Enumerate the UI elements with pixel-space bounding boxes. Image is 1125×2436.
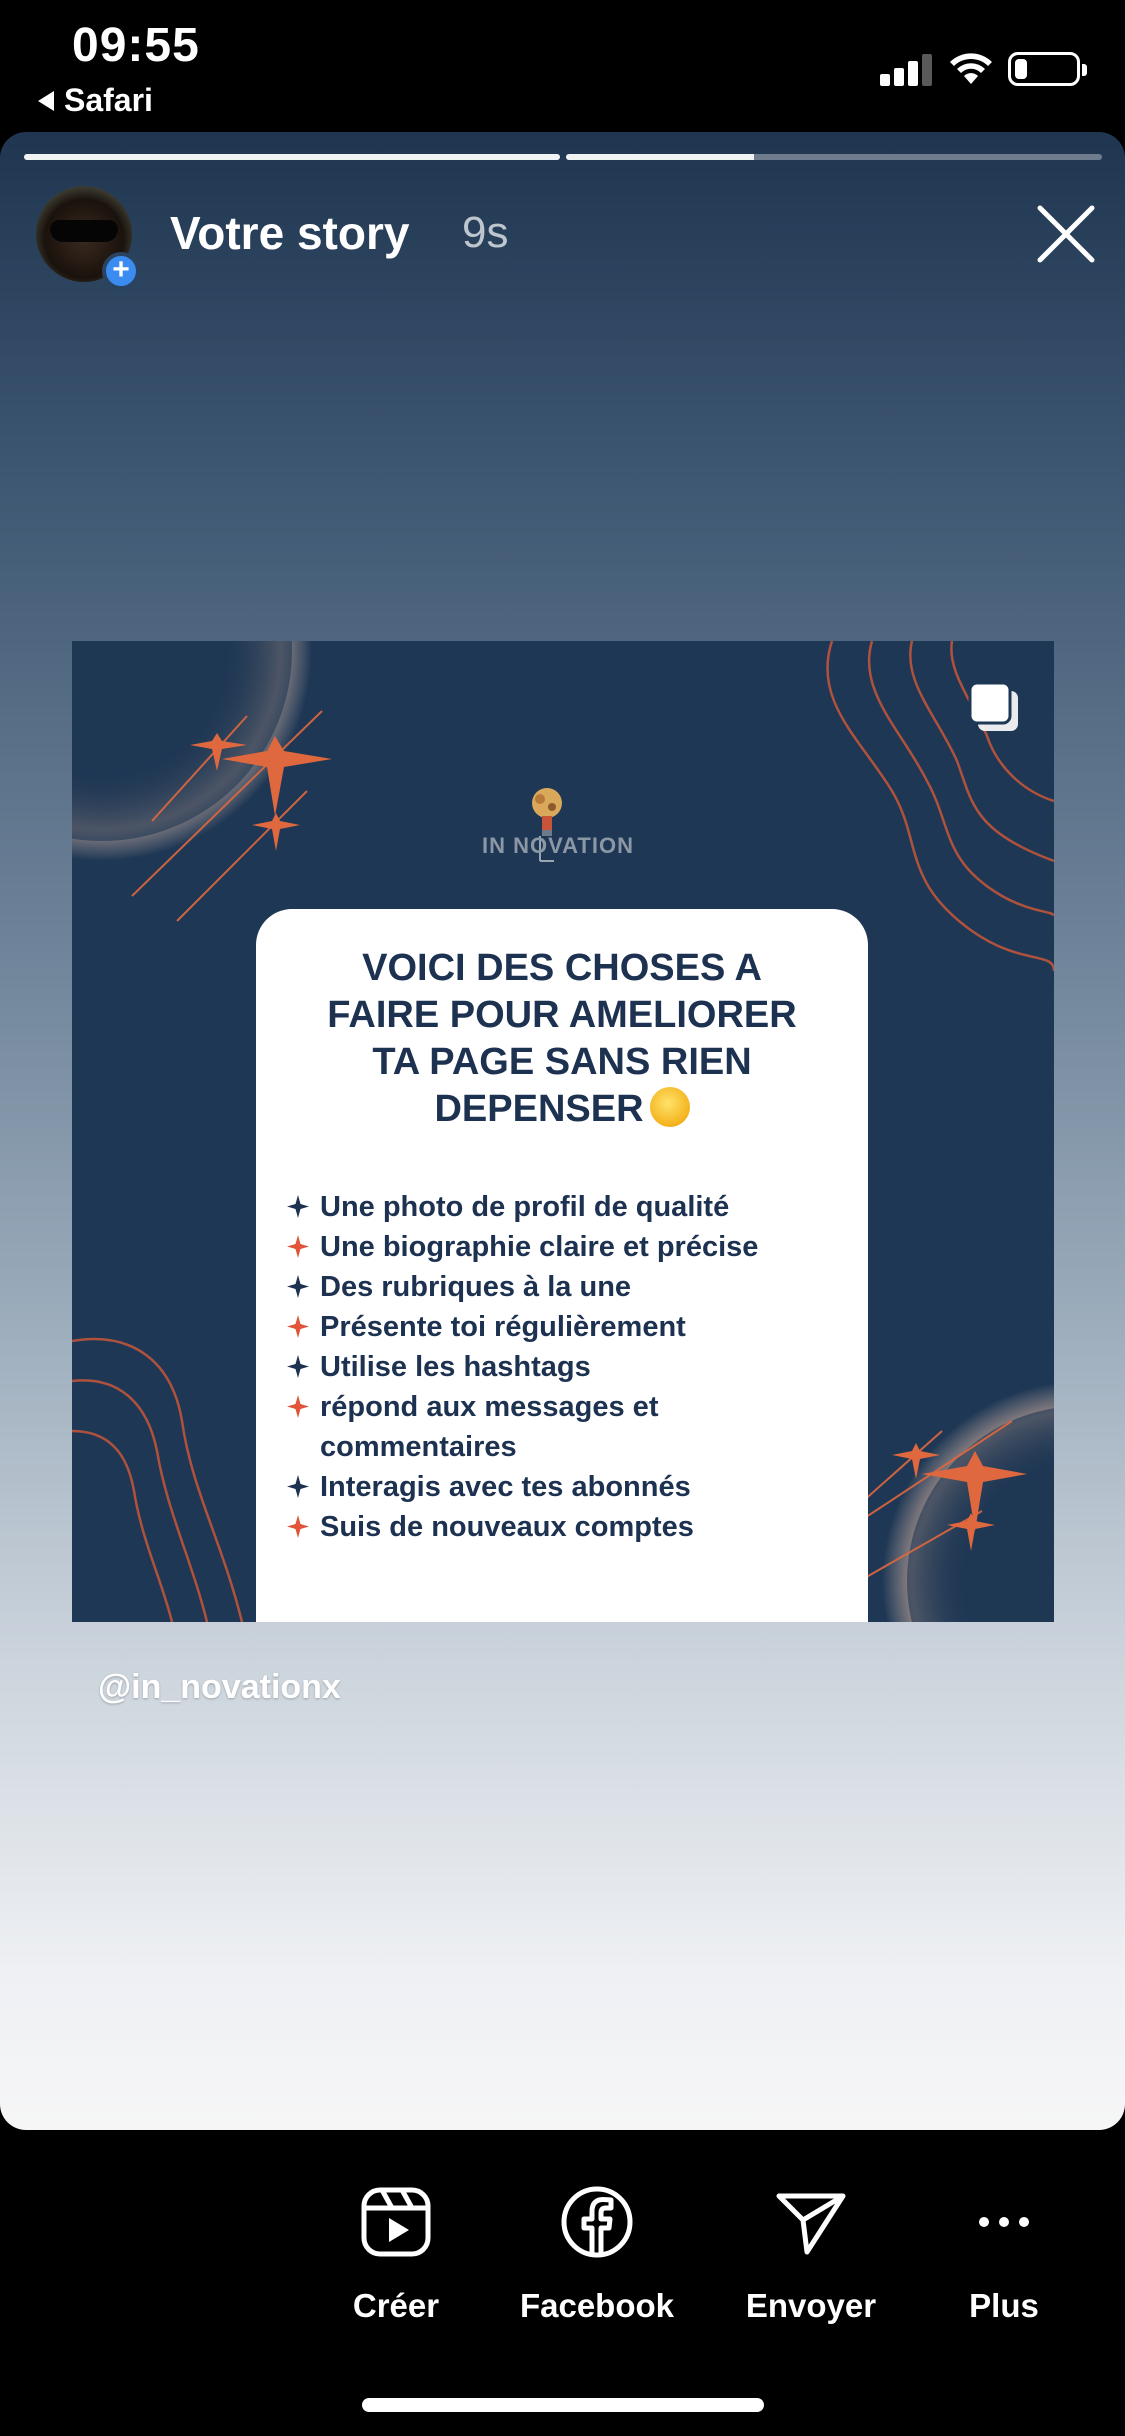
sparkle-bullet-icon	[280, 1307, 320, 1347]
list-item-text: Utilise les hashtags	[320, 1351, 591, 1383]
story-viewer[interactable]	[0, 132, 1125, 2130]
list-item	[280, 1467, 860, 1507]
back-triangle-icon	[38, 91, 54, 111]
more-label: Plus	[969, 2287, 1039, 2324]
list-item-text: répond aux messages et commentaires	[320, 1391, 659, 1463]
headline-line-2: FAIRE POUR AMELIORER	[327, 994, 797, 1036]
list-item-text: Interagis avec tes abonnés	[320, 1471, 691, 1503]
cellular-signal-icon	[880, 52, 934, 86]
facebook-label: Facebook	[519, 2287, 675, 2324]
headline-line-4-row	[256, 1086, 868, 1133]
create-button[interactable]	[296, 2182, 496, 2325]
thumbs-up-emoji-icon	[650, 1087, 690, 1127]
sparkle-bullet-icon	[280, 1467, 320, 1507]
send-label: Envoyer	[745, 2287, 877, 2324]
battery-level	[1015, 59, 1027, 79]
more-icon	[964, 2182, 1044, 2262]
tips-card	[256, 909, 868, 1622]
list-item-text: Une biographie claire et précise	[320, 1231, 759, 1263]
list-item	[280, 1307, 860, 1347]
story-progress-fill-2	[566, 154, 754, 160]
story-progress-segment-1	[24, 154, 560, 160]
avatar-sunglasses	[50, 220, 118, 242]
sparkle-bullet-icon	[280, 1187, 320, 1227]
list-item	[280, 1387, 860, 1467]
list-item-text: Une photo de profil de qualité	[320, 1191, 730, 1223]
story-title: Votre story	[170, 207, 410, 259]
home-indicator[interactable]	[362, 2398, 764, 2412]
facebook-icon	[557, 2182, 637, 2262]
headline-line-4: DEPENSER	[434, 1088, 644, 1130]
back-to-app-link[interactable]	[38, 82, 153, 119]
add-story-icon[interactable]: +	[102, 252, 140, 290]
send-icon	[771, 2182, 851, 2262]
avatar[interactable]	[36, 186, 132, 286]
post-headline	[256, 945, 868, 1133]
list-item-text: Des rubriques à la une	[320, 1271, 632, 1303]
close-icon[interactable]	[1030, 198, 1102, 270]
send-button[interactable]	[711, 2182, 911, 2325]
status-time: 09:55	[72, 19, 200, 72]
reels-icon	[356, 2182, 436, 2262]
mention-sticker[interactable]: @in_novationx	[98, 1668, 341, 1706]
sparkle-bullet-icon	[280, 1387, 320, 1427]
list-item-text: Suis de nouveaux comptes	[320, 1511, 694, 1543]
list-item	[280, 1187, 860, 1227]
list-item	[280, 1267, 860, 1307]
sparkle-bullet-icon	[280, 1507, 320, 1547]
status-bar	[0, 0, 1125, 132]
create-label: Créer	[352, 2287, 440, 2324]
story-progress-segment-2	[566, 154, 1102, 160]
facebook-button[interactable]	[497, 2182, 697, 2325]
tips-list	[280, 1187, 860, 1547]
more-button[interactable]	[904, 2182, 1104, 2325]
headline-line-3: TA PAGE SANS RIEN	[372, 1041, 752, 1083]
shared-post-image[interactable]	[72, 641, 1054, 1622]
sparkle-bullet-icon	[280, 1267, 320, 1307]
back-app-label: Safari	[64, 82, 153, 118]
list-item-text: Présente toi régulièrement	[320, 1311, 686, 1343]
brand-name: IN NOVATION	[482, 833, 634, 858]
sparkle-bullet-icon	[280, 1227, 320, 1267]
list-item	[280, 1227, 860, 1267]
list-item	[280, 1347, 860, 1387]
wifi-icon	[948, 48, 994, 88]
story-actions-bar	[0, 2130, 1125, 2436]
battery-icon	[1008, 52, 1080, 86]
story-time-ago: 9s	[462, 208, 509, 257]
carousel-icon	[966, 679, 1022, 735]
list-item	[280, 1507, 860, 1547]
story-progress-fill-1	[24, 154, 560, 160]
headline-line-1: VOICI DES CHOSES A	[362, 947, 762, 989]
sparkle-bullet-icon	[280, 1347, 320, 1387]
